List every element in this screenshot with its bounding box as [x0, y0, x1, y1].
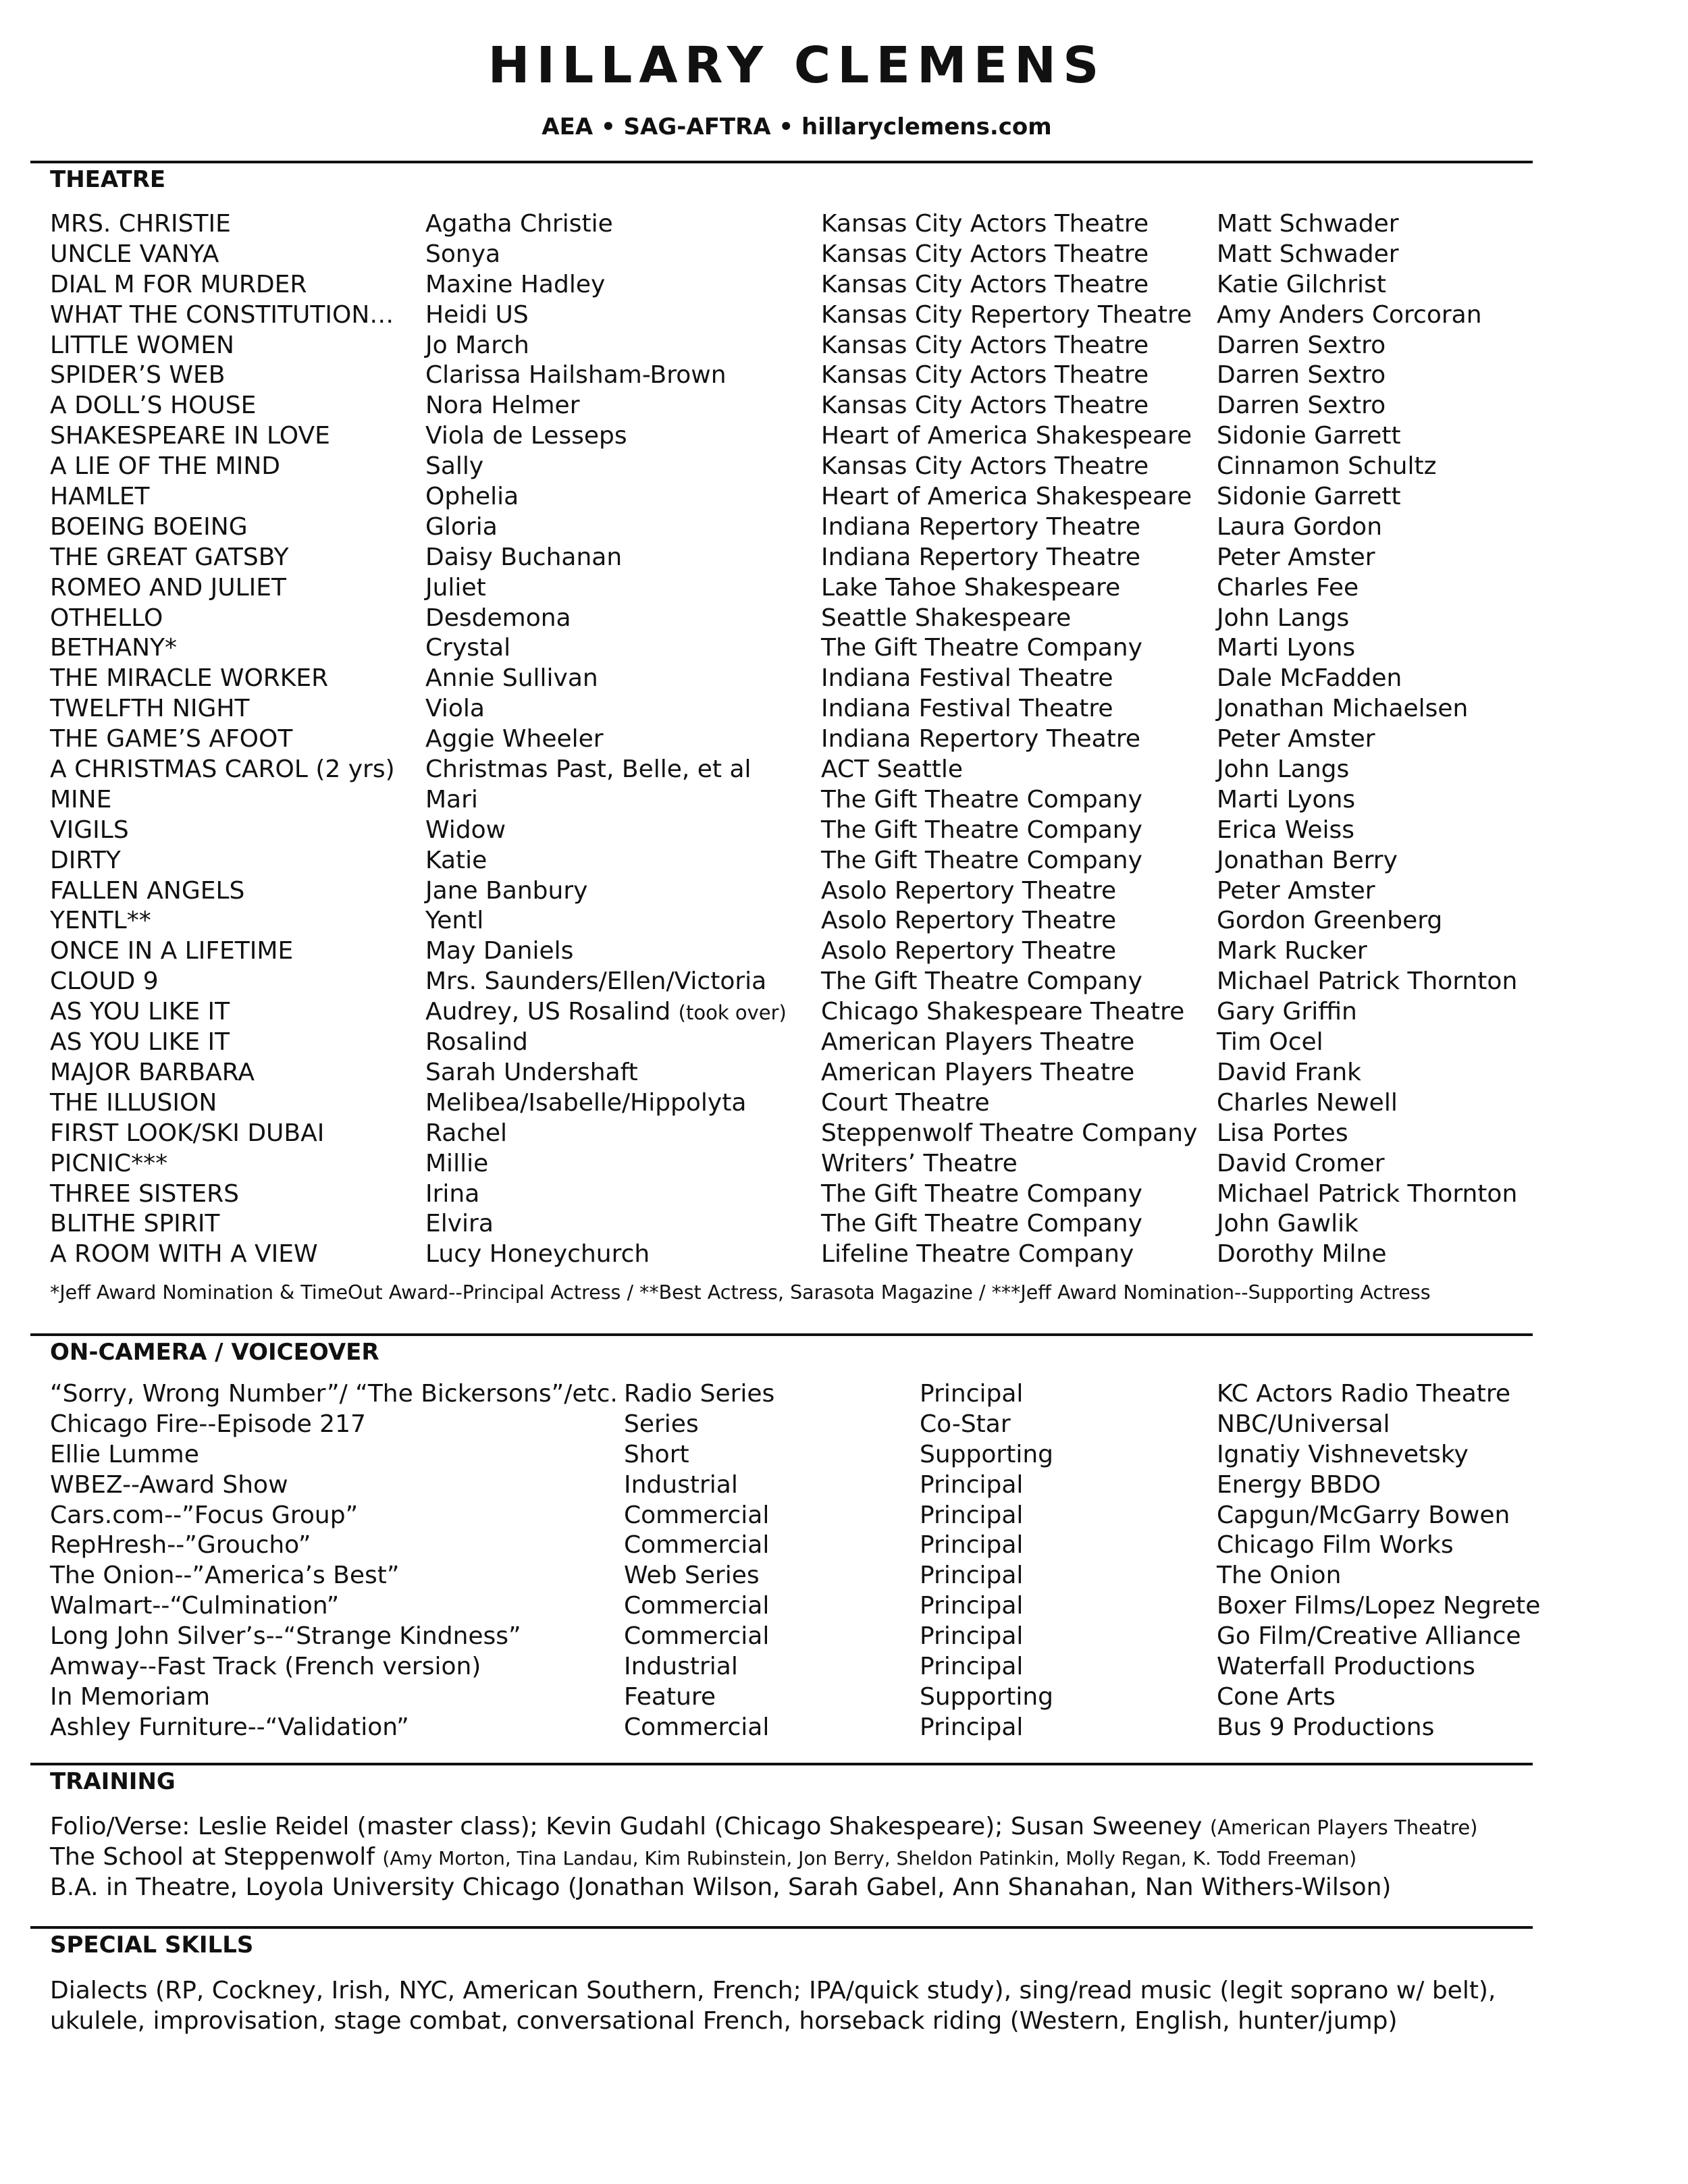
credit-show: ONCE IN A LIFETIME	[50, 937, 294, 965]
credit-company: Indiana Repertory Theatre	[821, 725, 1140, 753]
credit-director: Darren Sextro	[1217, 361, 1386, 390]
credit-project: Walmart--“Culmination”	[50, 1592, 340, 1620]
credit-producer: NBC/Universal	[1217, 1410, 1390, 1438]
credit-company: Seattle Shakespeare	[821, 604, 1072, 632]
credit-role: Irina	[425, 1179, 480, 1208]
credit-role: Supporting	[920, 1440, 1053, 1468]
divider-rule	[30, 1763, 1533, 1765]
credit-director: Gary Griffin	[1217, 998, 1357, 1026]
credit-director: David Cromer	[1217, 1149, 1385, 1177]
credit-role: Lucy Honeychurch	[425, 1240, 650, 1269]
credit-producer: Cone Arts	[1217, 1682, 1336, 1711]
credit-role: Sonya	[425, 240, 501, 268]
credit-show: THE GAME’S AFOOT	[50, 725, 293, 753]
credit-director: David Frank	[1217, 1058, 1361, 1086]
credit-director: John Gawlik	[1217, 1210, 1359, 1238]
credit-role: Sally	[425, 452, 484, 481]
credit-producer: Waterfall Productions	[1217, 1653, 1475, 1681]
credit-role: Clarissa Hailsham-Brown	[425, 361, 727, 390]
award-footnote: *Jeff Award Nomination & TimeOut Award--Principal Actress / **Best Actress, Sarasota Magazine / ***Jeff Award Nomination--Supporting Actress	[50, 1281, 1431, 1304]
credit-director: Laura Gordon	[1217, 512, 1383, 541]
credit-company: Asolo Repertory Theatre	[821, 907, 1117, 935]
credit-company: The Gift Theatre Company	[821, 785, 1142, 814]
credit-type: Commercial	[624, 1531, 770, 1560]
credit-role: Principal	[920, 1562, 1024, 1590]
credit-type: Web Series	[624, 1562, 760, 1590]
credit-company: Kansas City Actors Theatre	[821, 392, 1149, 420]
credit-project: WBEZ--Award Show	[50, 1470, 288, 1499]
credit-show: SHAKESPEARE IN LOVE	[50, 422, 330, 450]
credit-company: Kansas City Repertory Theatre	[821, 300, 1192, 329]
credit-role: Viola	[425, 695, 485, 723]
credit-role: Melibea/Isabelle/Hippolyta	[425, 1088, 747, 1117]
credit-company: Steppenwolf Theatre Company	[821, 1119, 1198, 1147]
credit-show: YENTL**	[50, 907, 151, 935]
actor-name: HILLARY CLEMENS	[487, 36, 1106, 95]
credit-director: Gordon Greenberg	[1217, 907, 1443, 935]
credit-role: Mari	[425, 785, 478, 814]
credit-role: Gloria	[425, 512, 498, 541]
credit-show: SPIDER’S WEB	[50, 361, 226, 390]
credit-director: Jonathan Michaelsen	[1217, 695, 1469, 723]
credit-company: Asolo Repertory Theatre	[821, 876, 1117, 905]
training-line: B.A. in Theatre, Loyola University Chicago (Jonathan Wilson, Sarah Gabel, Ann Shanahan, Nan Withers-Wilson)	[50, 1873, 1392, 1901]
credit-role: Principal	[920, 1531, 1024, 1560]
credit-show: MAJOR BARBARA	[50, 1058, 255, 1086]
credit-role: Heidi US	[425, 300, 529, 329]
credit-show: A CHRISTMAS CAROL (2 yrs)	[50, 755, 395, 784]
credit-director: John Langs	[1217, 755, 1350, 784]
credit-role: Annie Sullivan	[425, 664, 598, 693]
credit-role: Principal	[920, 1592, 1024, 1620]
credit-show: A DOLL’S HOUSE	[50, 392, 257, 420]
credit-type: Industrial	[624, 1470, 738, 1499]
credit-director: Sidonie Garrett	[1217, 422, 1401, 450]
credit-director: Mark Rucker	[1217, 937, 1367, 965]
credit-project: The Onion--”America’s Best”	[50, 1562, 400, 1590]
credit-director: Peter Amster	[1217, 543, 1375, 571]
credit-company: Indiana Repertory Theatre	[821, 512, 1140, 541]
credit-show: OTHELLO	[50, 604, 163, 632]
credit-show: DIAL M FOR MURDER	[50, 270, 307, 298]
training-text: Folio/Verse: Leslie Reidel (master class); Kevin Gudahl (Chicago Shakespeare); Susan Sweeney	[50, 1813, 1210, 1840]
credit-role: Jane Banbury	[425, 876, 588, 905]
credit-director: Charles Fee	[1217, 573, 1359, 602]
credit-type: Commercial	[624, 1592, 770, 1620]
credit-company: Kansas City Actors Theatre	[821, 240, 1149, 268]
credit-company: The Gift Theatre Company	[821, 634, 1142, 662]
credit-role: Yentl	[425, 907, 484, 935]
credit-company: Heart of America Shakespeare	[821, 483, 1192, 511]
credit-type: Commercial	[624, 1713, 770, 1741]
credit-role: Maxine Hadley	[425, 270, 606, 298]
credit-director: Peter Amster	[1217, 876, 1375, 905]
credit-type: Industrial	[624, 1653, 738, 1681]
credit-role: Principal	[920, 1653, 1024, 1681]
credit-company: Chicago Shakespeare Theatre	[821, 998, 1185, 1026]
credit-show: A LIE OF THE MIND	[50, 452, 280, 481]
credit-project: “Sorry, Wrong Number”/ “The Bickersons”/etc.	[50, 1380, 618, 1408]
credit-type: Radio Series	[624, 1380, 775, 1408]
credit-producer: Capgun/McGarry Bowen	[1217, 1501, 1510, 1529]
credit-role	[425, 997, 787, 1028]
credit-show: LITTLE WOMEN	[50, 331, 234, 359]
credit-project: Ashley Furniture--“Validation”	[50, 1713, 409, 1741]
credit-role: May Daniels	[425, 937, 574, 965]
credit-show: BETHANY*	[50, 634, 178, 662]
credit-show: ROMEO AND JULIET	[50, 573, 287, 602]
credit-show: THE MIRACLE WORKER	[50, 664, 329, 693]
credit-role: Principal	[920, 1713, 1024, 1741]
credit-role: Christmas Past, Belle, et al	[425, 755, 751, 784]
special-skills-heading: SPECIAL SKILLS	[50, 1932, 254, 1959]
credit-show: CLOUD 9	[50, 967, 159, 996]
credit-company: Lifeline Theatre Company	[821, 1240, 1134, 1269]
credit-show: PICNIC***	[50, 1149, 168, 1177]
credit-director: Cinnamon Schultz	[1217, 452, 1437, 481]
skills-line: ukulele, improvisation, stage combat, conversational French, horseback riding (Western, English, hunter/jump)	[50, 2007, 1398, 2035]
credit-project: Cars.com--”Focus Group”	[50, 1501, 359, 1529]
credit-show: BOEING BOEING	[50, 512, 248, 541]
credit-director: Matt Schwader	[1217, 210, 1399, 238]
credit-company: The Gift Theatre Company	[821, 816, 1142, 844]
credit-type: Commercial	[624, 1622, 770, 1651]
credit-producer: Ignatiy Vishnevetsky	[1217, 1440, 1469, 1468]
credit-show: WHAT THE CONSTITUTION…	[50, 300, 394, 329]
credit-company: The Gift Theatre Company	[821, 846, 1142, 874]
credit-director: Tim Ocel	[1217, 1028, 1323, 1057]
credit-role: Principal	[920, 1380, 1024, 1408]
credit-director: Darren Sextro	[1217, 392, 1386, 420]
divider-rule	[30, 1926, 1533, 1929]
credit-role: Sarah Undershaft	[425, 1058, 638, 1086]
credit-role: Aggie Wheeler	[425, 725, 604, 753]
credit-role: Jo March	[425, 331, 529, 359]
credit-company: American Players Theatre	[821, 1058, 1135, 1086]
credit-director: Amy Anders Corcoran	[1217, 300, 1482, 329]
credit-producer: Bus 9 Productions	[1217, 1713, 1435, 1741]
credit-director: Sidonie Garrett	[1217, 483, 1401, 511]
on-camera-heading: ON-CAMERA / VOICEOVER	[50, 1339, 379, 1366]
credit-show: UNCLE VANYA	[50, 240, 219, 268]
credit-company: Indiana Festival Theatre	[821, 695, 1113, 723]
training-note: (Amy Morton, Tina Landau, Kim Rubinstein, Jon Berry, Sheldon Patinkin, Molly Regan, K. Todd Freeman)	[382, 1847, 1357, 1869]
credit-role: Katie	[425, 846, 487, 874]
credit-role: Rachel	[425, 1119, 508, 1147]
credit-role: Principal	[920, 1470, 1024, 1499]
credit-director: Dale McFadden	[1217, 664, 1402, 693]
credit-project: Long John Silver’s--“Strange Kindness”	[50, 1622, 521, 1651]
credit-show: FIRST LOOK/SKI DUBAI	[50, 1119, 325, 1147]
credit-company: The Gift Theatre Company	[821, 1210, 1142, 1238]
credit-show: TWELFTH NIGHT	[50, 695, 250, 723]
credit-show: AS YOU LIKE IT	[50, 1028, 230, 1057]
credit-show: DIRTY	[50, 846, 121, 874]
credit-role: Principal	[920, 1501, 1024, 1529]
credit-producer: KC Actors Radio Theatre	[1217, 1380, 1511, 1408]
credit-role: Viola de Lesseps	[425, 422, 627, 450]
credit-director: Peter Amster	[1217, 725, 1375, 753]
divider-rule	[30, 161, 1533, 163]
credit-director: Charles Newell	[1217, 1088, 1398, 1117]
affiliations-line: AEA • SAG-AFTRA • hillaryclemens.com	[542, 113, 1052, 140]
credit-company: Writers’ Theatre	[821, 1149, 1018, 1177]
credit-company: The Gift Theatre Company	[821, 1179, 1142, 1208]
credit-producer: Boxer Films/Lopez Negrete	[1217, 1592, 1541, 1620]
credit-director: Michael Patrick Thornton	[1217, 967, 1518, 996]
training-text: The School at Steppenwolf	[50, 1843, 383, 1871]
credit-company: Lake Tahoe Shakespeare	[821, 573, 1121, 602]
credit-company: American Players Theatre	[821, 1028, 1135, 1057]
credit-role: Juliet	[425, 573, 486, 602]
credit-company: Kansas City Actors Theatre	[821, 361, 1149, 390]
credit-company: Kansas City Actors Theatre	[821, 270, 1149, 298]
credit-show: BLITHE SPIRIT	[50, 1210, 220, 1238]
credit-company: The Gift Theatre Company	[821, 967, 1142, 996]
credit-role: Widow	[425, 816, 506, 844]
credit-producer: Chicago Film Works	[1217, 1531, 1454, 1560]
skills-line: Dialects (RP, Cockney, Irish, NYC, American Southern, French; IPA/quick study), sing/read music (legit soprano w/ belt),	[50, 1977, 1496, 2004]
training-line	[50, 1811, 1478, 1843]
credit-project: RepHresh--”Groucho”	[50, 1531, 311, 1560]
credit-show: FALLEN ANGELS	[50, 876, 245, 905]
credit-director: Katie Gilchrist	[1217, 270, 1386, 298]
credit-show: THE GREAT GATSBY	[50, 543, 289, 571]
credit-show: VIGILS	[50, 816, 129, 844]
credit-project: In Memoriam	[50, 1682, 211, 1711]
credit-role: Desdemona	[425, 604, 571, 632]
credit-director: Dorothy Milne	[1217, 1240, 1387, 1269]
credit-role: Co-Star	[920, 1410, 1011, 1438]
credit-company: Kansas City Actors Theatre	[821, 452, 1149, 481]
credit-company: Heart of America Shakespeare	[821, 422, 1192, 450]
credit-director: Erica Weiss	[1217, 816, 1354, 844]
credit-type: Short	[624, 1440, 689, 1468]
credit-role: Nora Helmer	[425, 392, 580, 420]
credit-producer: The Onion	[1217, 1562, 1342, 1590]
credit-role: Millie	[425, 1149, 489, 1177]
credit-director: Darren Sextro	[1217, 331, 1386, 359]
training-line	[50, 1842, 1356, 1873]
credit-company: Kansas City Actors Theatre	[821, 210, 1149, 238]
theatre-heading: THEATRE	[50, 166, 166, 193]
credit-role: Elvira	[425, 1210, 494, 1238]
credit-director: Lisa Portes	[1217, 1119, 1348, 1147]
credit-company: Kansas City Actors Theatre	[821, 331, 1149, 359]
credit-show: THREE SISTERS	[50, 1179, 239, 1208]
training-note: (American Players Theatre)	[1209, 1816, 1478, 1839]
credit-role: Principal	[920, 1622, 1024, 1651]
credit-company: Indiana Repertory Theatre	[821, 543, 1140, 571]
credit-type: Feature	[624, 1682, 716, 1711]
credit-role: Rosalind	[425, 1028, 528, 1057]
took-over-note: (took over)	[678, 1001, 787, 1025]
credit-type: Series	[624, 1410, 699, 1438]
credit-role: Supporting	[920, 1682, 1053, 1711]
credit-director: Marti Lyons	[1217, 785, 1356, 814]
credit-role: Mrs. Saunders/Ellen/Victoria	[425, 967, 767, 996]
credit-role-text: Audrey, US Rosalind	[425, 998, 671, 1026]
credit-project: Ellie Lumme	[50, 1440, 199, 1468]
credit-director: Matt Schwader	[1217, 240, 1399, 268]
credit-company: Indiana Festival Theatre	[821, 664, 1113, 693]
credit-show: MINE	[50, 785, 112, 814]
credit-role: Agatha Christie	[425, 210, 613, 238]
credit-director: Michael Patrick Thornton	[1217, 1179, 1518, 1208]
credit-company: Asolo Repertory Theatre	[821, 937, 1117, 965]
credit-show: HAMLET	[50, 483, 150, 511]
credit-project: Chicago Fire--Episode 217	[50, 1410, 366, 1438]
credit-company: ACT Seattle	[821, 755, 964, 784]
divider-rule	[30, 1333, 1533, 1336]
credit-director: Jonathan Berry	[1217, 846, 1398, 874]
credit-role: Ophelia	[425, 483, 519, 511]
credit-show: A ROOM WITH A VIEW	[50, 1240, 318, 1269]
credit-show: MRS. CHRISTIE	[50, 210, 231, 238]
credit-producer: Energy BBDO	[1217, 1470, 1381, 1499]
credit-type: Commercial	[624, 1501, 770, 1529]
credit-role: Crystal	[425, 634, 511, 662]
credit-show: AS YOU LIKE IT	[50, 998, 230, 1026]
credit-director: Marti Lyons	[1217, 634, 1356, 662]
credit-producer: Go Film/Creative Alliance	[1217, 1622, 1521, 1651]
credit-project: Amway--Fast Track (French version)	[50, 1653, 481, 1681]
credit-role: Daisy Buchanan	[425, 543, 623, 571]
credit-company: Court Theatre	[821, 1088, 990, 1117]
credit-show: THE ILLUSION	[50, 1088, 217, 1117]
training-heading: TRAINING	[50, 1768, 176, 1795]
credit-director: John Langs	[1217, 604, 1350, 632]
